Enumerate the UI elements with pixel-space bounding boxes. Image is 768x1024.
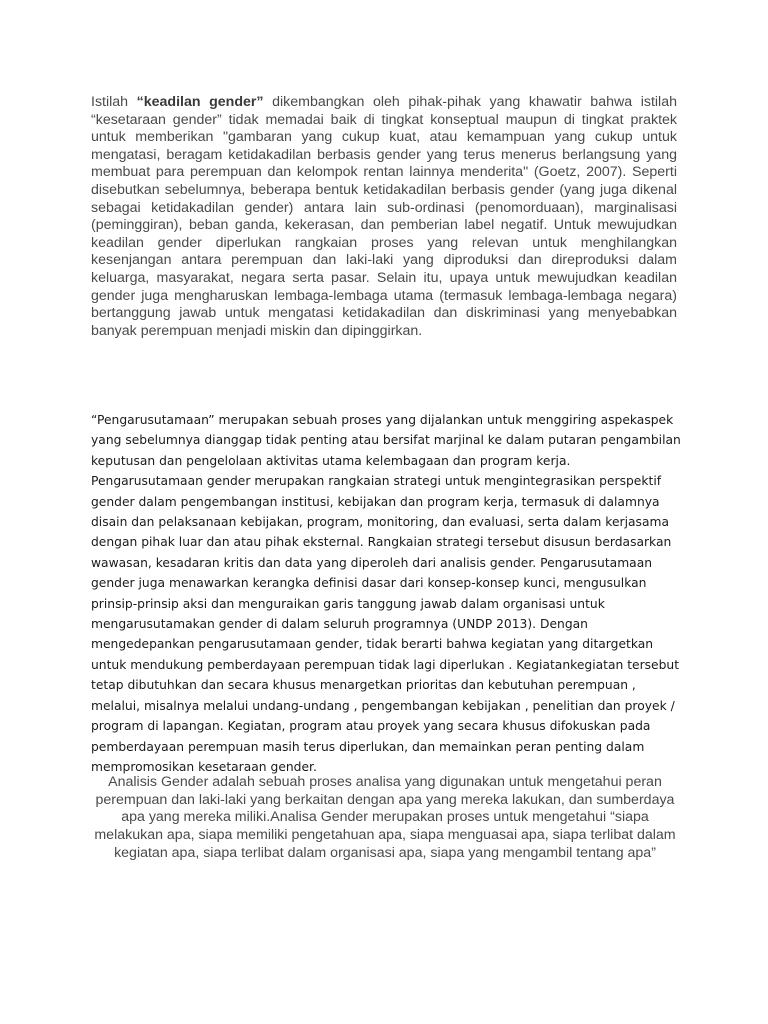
- bold-term: “keadilan gender”: [136, 94, 264, 110]
- paragraph-body: dikembangkan oleh pihak-pihak yang khawatir bahwa istilah “kesetaraan gender” tidak memadai baik di tingkat konseptual maupun di tingkat praktek untuk memberikan "gambaran yang cukup kuat, atau kemampuan yang cukup untuk mengatasi, beragam ketidakadilan berbasis gender yang terus menerus berlangsung yang membuat para perempuan dan kelompok rentan lainnya menderita" (Goetz, 2007). Seperti disebutkan sebelumnya, beberapa bentuk ketidakadilan berbasis gender (yang juga dikenal sebagai ketidakadilan gender) antara lain sub-ordinasi (penomorduaan), marginalisasi (peminggiran), beban ganda, kekerasan, dan pemberian label negatif. Untuk mewujudkan keadilan gender diperlukan rangkaian proses yang relevan untuk menghilangkan kesenjangan antara perempuan dan laki-laki yang diproduksi dan direproduksi dalam keluarga, masyarakat, negara serta pasar. Selain itu, upaya untuk mewujudkan keadilan gender juga mengharuskan lembaga-lembaga utama (termasuk lembaga-lembaga negara) bertanggung jawab untuk mengatasi ketidakadilan dan diskriminasi yang menyebabkan banyak perempuan menjadi miskin dan dipinggirkan.: [91, 94, 677, 339]
- paragraph-keadilan-gender: [91, 94, 677, 340]
- paragraph-prefix: Istilah: [91, 94, 137, 110]
- paragraph-pengarusutamaan: “Pengarusutamaan” merupakan sebuah proses yang dijalankan untuk menggiring aspekaspek yang sebelumnya dianggap tidak penting atau bersifat marjinal ke dalam putaran pengambilan keputusan dan pengelolaan aktivitas utama kelembagaan dan program kerja. Pengarusutamaan gender merupakan rangkaian strategi untuk mengintegrasikan perspektif gender dalam pengembangan institusi, kebijakan dan program kerja, termasuk di dalamnya disain dan pelaksanaan kebijakan, program, monitoring, dan evaluasi, serta dalam kerjasama dengan pihak luar dan atau pihak eksternal. Rangkaian strategi tersebut disusun berdasarkan wawasan, kesadaran kritis dan data yang diperoleh dari analisis gender. Pengarusutamaan gender juga menawarkan kerangka definisi dasar dari konsep-konsep kunci, mengusulkan prinsip-prinsip aksi dan menguraikan garis tanggung jawab dalam organisasi untuk mengarusutamakan gender di dalam seluruh programnya (UNDP 2013). Dengan mengedepankan pengarusutamaan gender, tidak berarti bahwa kegiatan yang ditargetkan untuk mendukung pemberdayaan perempuan tidak lagi diperlukan . Kegiatankegiatan tersebut tetap dibutuhkan dan secara khusus menargetkan prioritas dan kebutuhan perempuan , melalui, misalnya melalui undang-undang , pengembangan kebijakan , penelitian dan proyek / program di lapangan. Kegiatan, program atau proyek yang secara khusus difokuskan pada pemberdayaan perempuan masih terus diperlukan, dan memainkan peran penting dalam mempromosikan kesetaraan gender.: [91, 413, 681, 774]
- paragraph-analisis-gender: Analisis Gender adalah sebuah proses analisa yang digunakan untuk mengetahui peran perempuan dan laki-laki yang berkaitan dengan apa yang mereka lakukan, dan sumberdaya apa yang mereka miliki.Analisa Gender merupakan proses untuk mengetahui “siapa melakukan apa, siapa memiliki pengetahuan apa, siapa menguasai apa, siapa terlibat dalam kegiatan apa, siapa terlibat dalam organisasi apa, siapa yang mengambil tentang apa”: [94, 774, 676, 861]
